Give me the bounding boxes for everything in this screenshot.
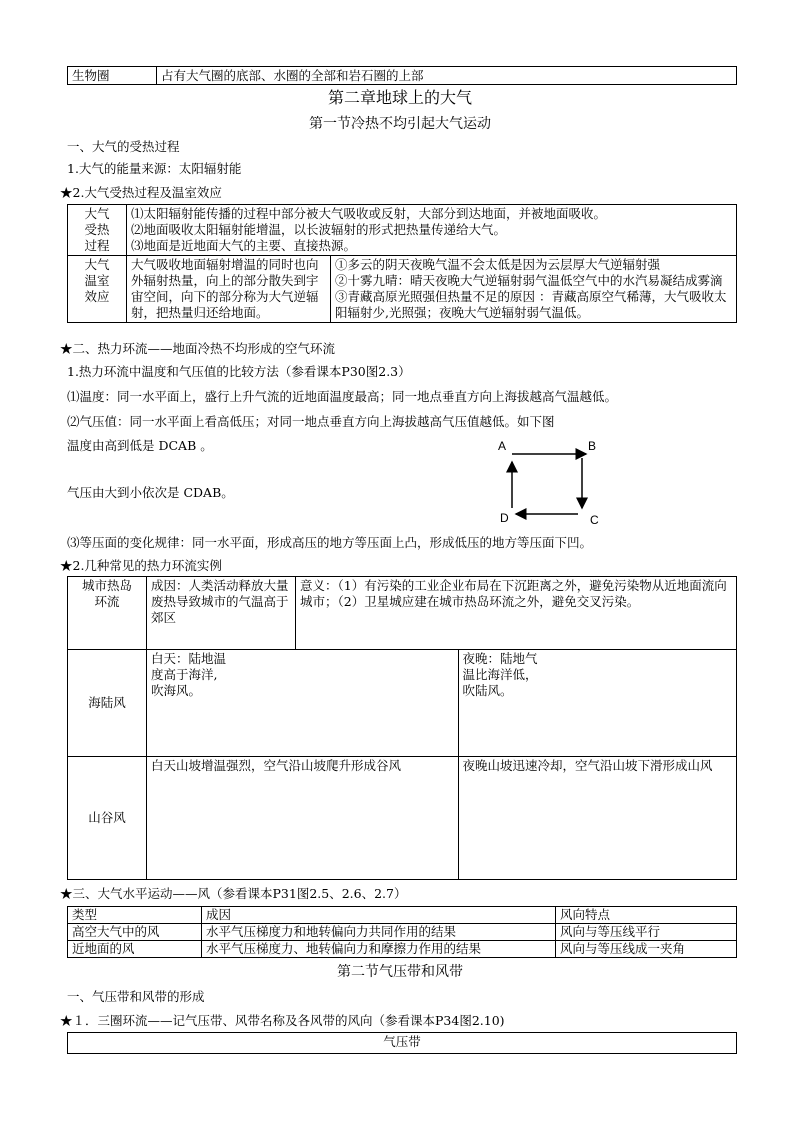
heating-line-3: ⑶地面是近地面大气的主要、直接热源。	[131, 238, 357, 253]
wind-header-cause: 成因	[202, 907, 556, 924]
thermal-circulation-diagram	[490, 432, 610, 532]
heating-process-content	[127, 205, 737, 256]
city-heat-island-cause: 成因：人类活动释放大量废热导致城市的气温高于郊区	[147, 577, 296, 650]
biosphere-table	[67, 66, 737, 85]
wind-feature-surface: 风向与等压线成一夹角	[556, 941, 737, 958]
wind-header-feature: 风向特点	[556, 907, 737, 924]
biosphere-label: 生物圈	[68, 67, 157, 85]
pressure-belt-header: 气压带	[68, 1033, 737, 1054]
part1-heading: 一、大气的受热过程	[67, 139, 180, 154]
greenhouse-mechanism: 大气吸收地面辐射增温的同时也向外辐射热量，向上的部分散失到宇宙空间，向下的部分称为大气逆辐射，把热量归还给地面。	[127, 256, 331, 323]
wind-cause-upper: 水平气压梯度力和地转偏向力共同作用的结果	[202, 924, 556, 941]
heating-line-2: ⑵地面吸收太阳辐射能增温，以长波辐射的形式把热量传递给大气。	[131, 222, 507, 237]
heating-process-label: 大气 受热 过程	[68, 205, 127, 256]
diagram-label-c: C	[590, 513, 599, 527]
temperature-order: 温度由高到低是 DCAB 。	[67, 438, 213, 453]
greenhouse-example-2: ②十雾九晴：晴天夜晚大气逆辐射弱气温低空气中的水汽易凝结成雾滴	[335, 273, 723, 288]
pressure-belt-table	[67, 1032, 737, 1054]
section2-item1: ★１．三圈环流——记气压带、风带名称及各风带的风向（参看课本P34图2.10)	[60, 1013, 505, 1028]
biosphere-text: 占有大气圈的底部、水圈的全部和岩石圈的上部	[157, 67, 737, 85]
wind-cause-surface: 水平气压梯度力、地转偏向力和摩擦力作用的结果	[202, 941, 556, 958]
section2-heading: 一、气压带和风带的形成	[67, 989, 205, 1004]
pressure-order: 气压由大到小依次是 CDAB。	[67, 485, 234, 500]
part1-item2: ★2.大气受热过程及温室效应	[60, 185, 222, 200]
greenhouse-example-1: ①多云的阴天夜晚气温不会太低是因为云层厚大气逆辐射强	[335, 257, 661, 272]
wind-type-surface: 近地面的风	[68, 941, 202, 958]
table-row	[68, 924, 737, 941]
mountain-breeze-night: 夜晚山坡迅速冷却，空气沿山坡下滑形成山风	[458, 757, 736, 880]
greenhouse-example-3: ③青藏高原光照强但热量不足的原因 ：青藏高原空气稀薄，大气吸收太阳辐射少,光照强；夜晚大气逆辐射弱气温低。	[335, 289, 727, 320]
wind-table	[67, 906, 737, 958]
wind-type-upper: 高空大气中的风	[68, 924, 202, 941]
circulation-examples-table	[67, 576, 737, 880]
greenhouse-label: 大气 温室 效应	[68, 256, 127, 323]
diagram-label-d: D	[500, 511, 509, 525]
heating-table	[67, 204, 737, 323]
land-breeze-night: 夜晚：陆地气 温比海洋低， 吹陆风。	[458, 650, 736, 757]
part2-item1: 1.热力环流中温度和气压值的比较方法（参看课本P30图2.3）	[67, 364, 411, 379]
part2-item2: ★2.几种常见的热力环流实例	[60, 558, 222, 573]
sea-breeze-day: 白天：陆地温 度高于海洋, 吹海风。	[147, 650, 459, 757]
valley-breeze-day: 白天山坡增温强烈，空气沿山坡爬升形成谷风	[147, 757, 459, 880]
wind-header-type: 类型	[68, 907, 202, 924]
city-heat-island-label: 城市热岛 环流	[68, 577, 147, 650]
heating-line-1: ⑴太阳辐射能传播的过程中部分被大气吸收或反射，大部分到达地面，并被地面吸收。	[131, 206, 607, 221]
section1-title: 第一节冷热不均引起大气运动	[309, 116, 491, 132]
part2-item1b: ⑵气压值：同一水平面上看高低压；对同一地点垂直方向上海拔越高气压值越低。如下图	[67, 414, 555, 429]
part2-item1c: ⑶等压面的变化规律：同一水平面，形成高压的地方等压面上凸，形成低压的地方等压面下凹。	[67, 535, 593, 550]
diagram-label-b: B	[588, 439, 597, 453]
greenhouse-examples	[331, 256, 737, 323]
diagram-label-a: A	[498, 439, 507, 453]
city-heat-island-meaning: 意义：（1）有污染的工业企业布局在下沉距离之外，避免污染物从近地面流向城市；（2）卫星城应建在城市热岛环流之外，避免交叉污染。	[296, 577, 737, 650]
part2-item1a: ⑴温度：同一水平面上，盛行上升气流的近地面温度最高；同一地点垂直方向上海拔越高气温越低。	[67, 389, 618, 404]
table-row	[68, 941, 737, 958]
wind-feature-upper: 风向与等压线平行	[556, 924, 737, 941]
sea-land-breeze-label: 海陆风	[68, 650, 147, 757]
part1-item1: 1.大气的能量来源：太阳辐射能	[67, 161, 242, 176]
section2-title: 第二节气压带和风带	[337, 964, 463, 980]
valley-breeze-label: 山谷风	[68, 757, 147, 880]
chapter-title: 第二章地球上的大气	[327, 88, 472, 107]
part3-heading: ★三、大气水平运动——风（参看课本P31图2.5、2.6、2.7）	[60, 886, 407, 901]
part2-heading: ★二、热力环流——地面冷热不均形成的空气环流	[60, 341, 336, 356]
